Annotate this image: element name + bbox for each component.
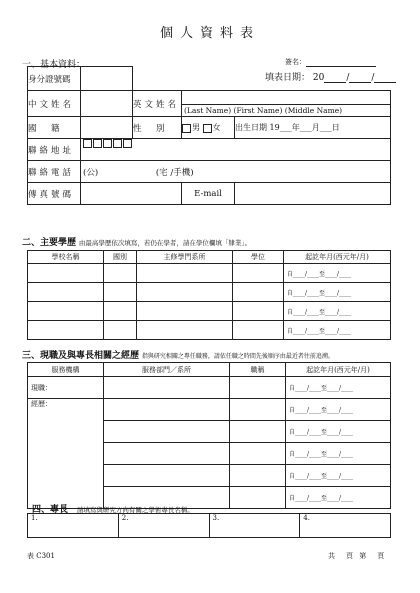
date-range[interactable]: 自____/____至____/____ bbox=[286, 443, 391, 465]
female-checkbox[interactable] bbox=[203, 124, 212, 133]
specialty-2[interactable]: 2. bbox=[118, 514, 209, 538]
phone-field[interactable] bbox=[81, 161, 391, 183]
email-field[interactable] bbox=[235, 183, 391, 205]
form-code: 表 C301 bbox=[27, 552, 55, 560]
section-experience-note: 指與研究相關之專任職務，請依任職之時間先後順序由最近者往前追溯。 bbox=[141, 353, 334, 360]
education-table bbox=[27, 250, 391, 340]
date-range[interactable]: 自____/____至____/____ bbox=[284, 302, 391, 321]
birth-label: 出生日期 bbox=[235, 123, 267, 132]
page-title: 個人資料表 bbox=[159, 26, 260, 41]
table-row bbox=[28, 377, 391, 399]
exp-header-dept: 服務部門／系所 bbox=[104, 363, 230, 377]
date-range[interactable]: 自____/____至____/____ bbox=[284, 321, 391, 340]
fill-date-year: 20 bbox=[312, 73, 325, 83]
section-specialty-heading: 四、專長 請填寫與研究方向有關之學術專長名稱。 bbox=[32, 505, 194, 515]
male-checkbox[interactable] bbox=[182, 124, 191, 133]
specialty-1[interactable]: 1. bbox=[28, 514, 119, 538]
gender-label: 性 別 bbox=[133, 117, 182, 139]
signature-label: 簽名： bbox=[285, 58, 306, 66]
section-basic-info-heading: 一、基本資料： bbox=[22, 60, 86, 70]
phone-home: (宅 /手機) bbox=[155, 167, 194, 178]
en-name-label: 英文姓名 bbox=[133, 91, 182, 117]
date-range[interactable]: 自____/____至____/____ bbox=[286, 465, 391, 487]
table-row bbox=[28, 264, 391, 283]
basic-info-table bbox=[27, 66, 391, 205]
table-row bbox=[28, 283, 391, 302]
date-range[interactable]: 自____/____至____/____ bbox=[286, 487, 391, 509]
section-education-note: 由最高學歷依次填寫，若仍在學者，請在學位欄填「肄業」。 bbox=[78, 239, 252, 247]
edu-header-major: 主修學門系所 bbox=[137, 251, 233, 264]
section-specialty-note: 請填寫與研究方向有關之學術專長名稱。 bbox=[76, 506, 194, 514]
date-range[interactable]: 自____/____至____/____ bbox=[284, 264, 391, 283]
edu-header-country: 國別 bbox=[104, 251, 137, 264]
male-label: 男 bbox=[192, 123, 200, 132]
date-range[interactable]: 自____/____至____/____ bbox=[284, 283, 391, 302]
date-range[interactable]: 自____/____至____/____ bbox=[286, 399, 391, 421]
address-label: 聯絡地址 bbox=[28, 139, 81, 161]
edu-header-period: 起訖年月(西元年/月) bbox=[284, 251, 391, 264]
specialty-table bbox=[27, 513, 391, 538]
fill-date-field[interactable]: 填表日期： 20 / / bbox=[265, 70, 396, 83]
edu-header-degree: 學位 bbox=[233, 251, 284, 264]
exp-header-title: 職稱 bbox=[230, 363, 286, 377]
current-label: 現職： bbox=[28, 377, 104, 399]
gender-options bbox=[182, 117, 235, 139]
table-row bbox=[28, 302, 391, 321]
specialty-4[interactable]: 4. bbox=[300, 514, 391, 538]
experience-table bbox=[27, 362, 391, 509]
section-experience-heading: 三、現職及與專長相關之經歷 指與研究相關之專任職務，請依任職之時間先後順序由最近者往前追溯。 bbox=[22, 351, 334, 361]
date-range[interactable]: 自____/____至____/____ bbox=[286, 377, 391, 399]
fill-date-label: 填表日期： bbox=[265, 73, 311, 83]
en-name-field[interactable] bbox=[182, 91, 391, 117]
edu-header-school: 學校名稱 bbox=[28, 251, 104, 264]
date-range[interactable]: 自____/____至____/____ bbox=[286, 421, 391, 443]
id-field[interactable] bbox=[81, 67, 133, 91]
phone-office: (公) bbox=[83, 167, 99, 178]
id-label: 身分證號碼 bbox=[28, 67, 81, 91]
cn-name-label: 中文姓名 bbox=[28, 91, 81, 117]
past-label: 經歷： bbox=[28, 399, 104, 509]
nationality-label: 國 籍 bbox=[28, 117, 81, 139]
section-education-heading: 二、主要學歷 由最高學歷依次填寫，若仍在學者，請在學位欄填「肄業」。 bbox=[22, 238, 252, 248]
female-label: 女 bbox=[212, 123, 221, 132]
birth-field[interactable]: 19___年___月___日 bbox=[269, 123, 340, 132]
nationality-field[interactable] bbox=[81, 117, 133, 139]
fax-label: 傳真號碼 bbox=[28, 183, 81, 205]
page-number: 共 頁 第 頁 bbox=[328, 552, 387, 560]
cn-name-field[interactable] bbox=[81, 91, 133, 117]
specialty-3[interactable]: 3. bbox=[209, 514, 300, 538]
name-parts: (Last Name) (First Name) (Middle Name) bbox=[182, 104, 390, 116]
exp-header-org: 服務機構 bbox=[28, 363, 104, 377]
address-field[interactable] bbox=[81, 139, 391, 161]
email-label: E-mail bbox=[182, 183, 235, 205]
phone-label: 聯絡電話 bbox=[28, 161, 81, 183]
fax-field[interactable] bbox=[81, 183, 182, 205]
table-row bbox=[28, 321, 391, 340]
table-row bbox=[28, 399, 391, 421]
exp-header-period: 起訖年月(西元年/月) bbox=[286, 363, 391, 377]
